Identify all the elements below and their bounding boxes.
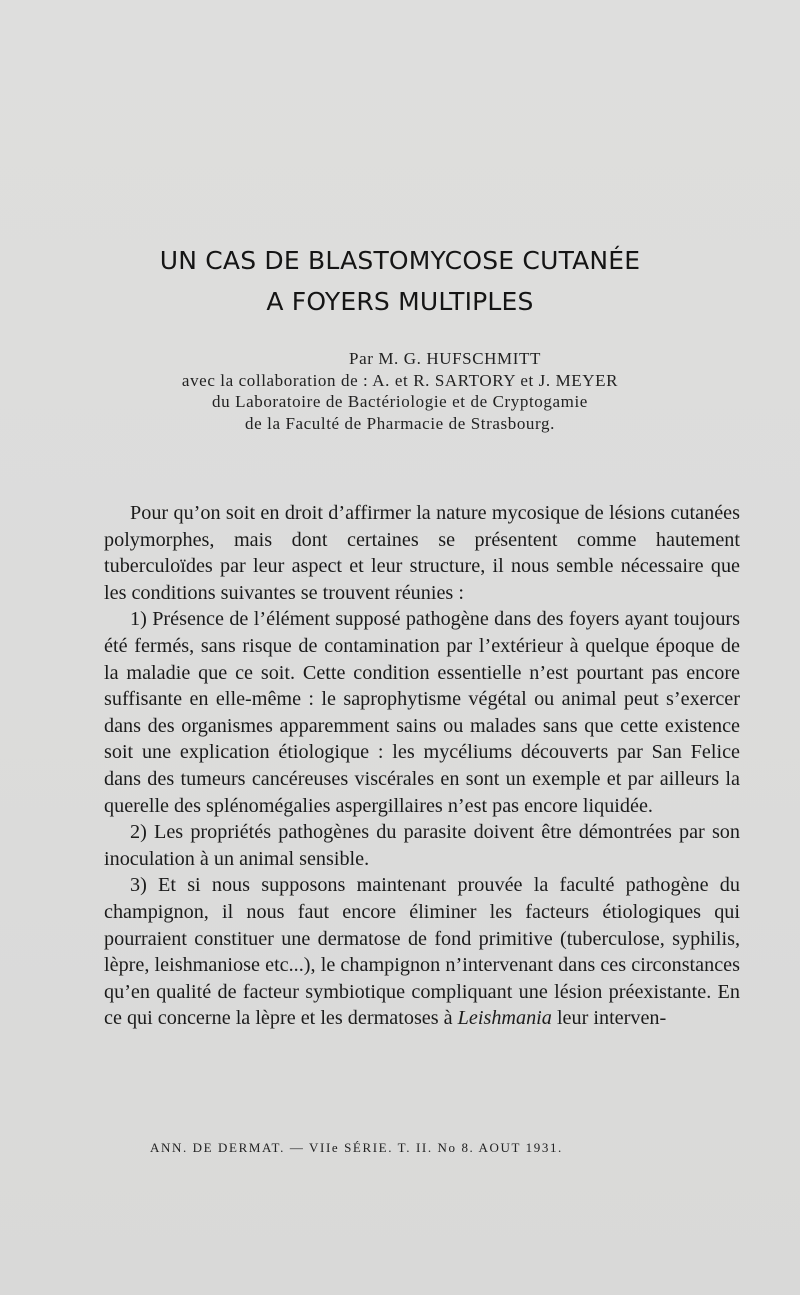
article-title: [0, 240, 800, 322]
condition-3-text-end: leur interven-: [551, 1007, 667, 1030]
collaboration-line: avec la collaboration de : A. et R. SARTORY et J. MEYER: [181, 370, 619, 390]
italic-term: Leishmania: [457, 1007, 552, 1030]
paragraph-condition-1: 1) Présence de l’élément supposé pathogène dans des foyers ayant toujours été fermés, sans risque de contamination par l’extérieur à quelque époque de la maladie que ce soit. Cette condition essentielle n’est pourtant pas encore suffisante en elle-même : le saprophytisme végétal ou animal peut s’exercer dans des organismes apparemment sains ou malades sans que cette existence soit une explication étiologique : les mycéliums découverts par San Felice dans des tumeurs cancéreuses viscérales en sont un exemple et par ailleurs la querelle des splénomégalies aspergillaires n’est pas encore liquidée.: [104, 608, 740, 817]
paragraph-condition-3: [104, 872, 740, 1032]
author-line: Par M. G. HUFSCHMITT: [349, 349, 541, 368]
affiliation-line-2: de la Faculté de Pharmacie de Strasbourg.: [245, 413, 555, 433]
condition-3-text: 3) Et si nous supposons maintenant prouvée la faculté pathogène du champignon, il nous faut encore éliminer les facteurs étiologiques qui pourraient constituer une dermatose de fond primitive (tuberculose, syphilis, lèpre, leishmaniose etc...), le champignon n’intervenant dans ces circonstances qu’en qualité de facteur symbiotique compliquant une lésion préexistante. En ce qui concerne la lèpre et les dermatoses à: [104, 874, 740, 1030]
journal-citation: ANN. DE DERMAT. — VIIe SÉRIE. T. II. No 8. AOUT 1931.: [150, 1140, 563, 1155]
title-line-2: A FOYERS MULTIPLES: [266, 287, 534, 316]
title-line-1: UN CAS DE BLASTOMYCOSE CUTANÉE: [159, 246, 641, 275]
affiliation-line-1: du Laboratoire de Bactériologie et de Cryptogamie: [212, 392, 588, 411]
paragraph-condition-2: 2) Les propriétés pathogènes du parasite doivent être démontrées par son inoculation à un animal sensible.: [104, 821, 740, 870]
article-body: [104, 500, 740, 1032]
paragraph-intro: Pour qu’on soit en droit d’affirmer la nature mycosique de lésions cutanées polymorphes, mais dont certaines se présentent comme hautement tuberculoïdes par leur aspect et leur structure, il nous semble nécessaire que les conditions suivantes se trouvent réunies :: [104, 502, 740, 604]
author-block: [0, 348, 800, 434]
